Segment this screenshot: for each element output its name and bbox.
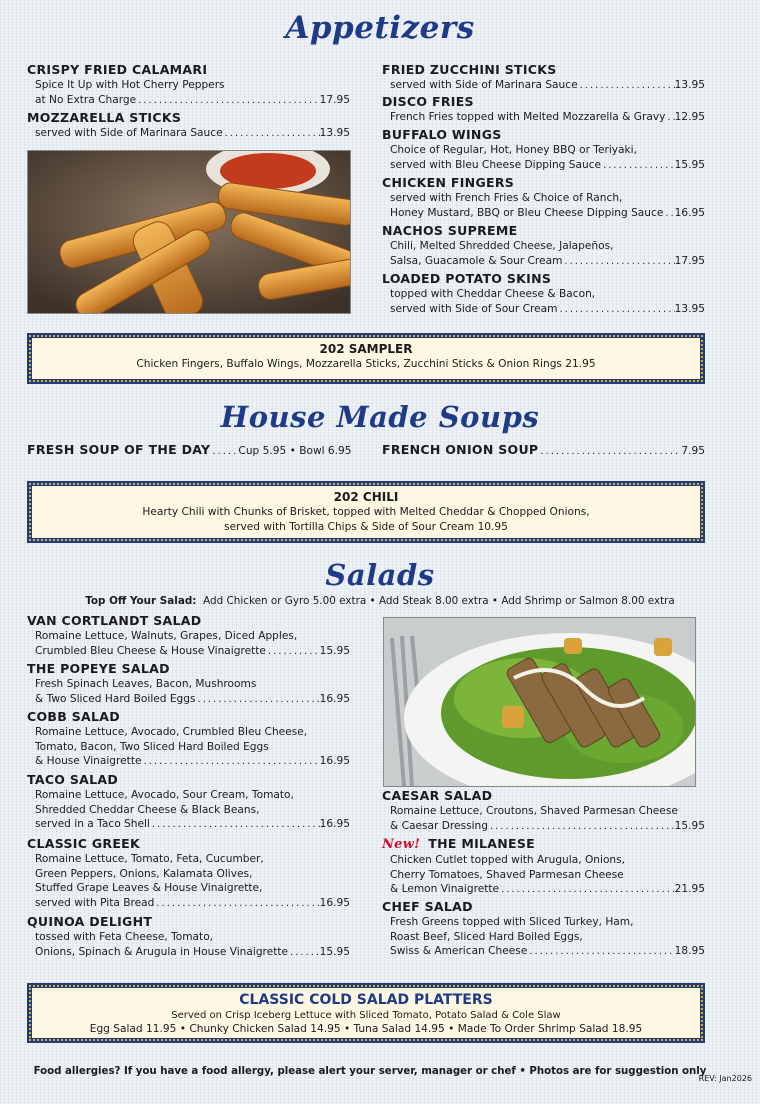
item-desc-price: Crumbled Bleu Cheese & House Vinaigrette ..... 15.95 [27,644,350,660]
item-desc: served with French Fries & Choice of Ranch, [390,192,623,204]
menu-item-nachos [382,223,705,269]
item-desc: Fresh Greens topped with Sliced Turkey, Ham, [390,916,634,928]
item-desc: Romaine Lettuce, Avocado, Sour Cream, Tomato, [35,789,294,801]
item-desc: tossed with Feta Cheese, Tomato, [35,931,214,943]
item-desc-price: & Caesar Dressing ..... 15.95 [382,819,705,835]
item-name: MOZZARELLA STICKS [27,110,182,125]
item-desc-price: served in a Taco Shell ..... 16.95 [27,817,350,833]
item-prices: Cup 5.95 • Bowl 6.95 [238,445,352,457]
item-name: FRESH SOUP OF THE DAY [27,442,211,457]
item-name: DISCO FRIES [382,94,474,109]
item-desc: Choice of Regular, Hot, Honey BBQ or Teriyaki, [390,144,637,156]
sampler-text: Chicken Fingers, Buffalo Wings, Mozzarella Sticks, Zucchini Sticks & Onion Rings 21.95 [136,358,596,370]
item-desc-price: served with Side of Marinara Sauce ..... 13.95 [27,126,350,142]
item-name: VAN CORTLANDT SALAD [27,613,202,628]
chili-line2: served with Tortilla Chips & Side of Sour Cream 10.95 [224,520,508,533]
menu-item-soup-of-day [27,442,350,459]
menu-item-zucchini [382,62,705,94]
allergy-notice: Food allergies? If you have a food allergy, please alert your server, manager or chef • Photos are for suggestion only [33,1066,707,1077]
item-name: BUFFALO WINGS [382,127,502,142]
item-desc-price: served with Bleu Cheese Dipping Sauce ..... 15.95 [382,158,705,174]
sampler-title: 202 SAMPLER [319,342,413,356]
item-name: COBB SALAD [27,709,120,724]
item-name: THE MILANESE [428,836,536,851]
chili-title: 202 CHILI [333,490,399,504]
item-desc: Chili, Melted Shredded Cheese, Jalapeños, [390,240,614,252]
item-name: THE POPEYE SALAD [27,661,170,676]
platters-line1: Served on Crisp Iceberg Lettuce with Sliced Tomato, Potato Salad & Cole Slaw [171,1010,561,1021]
item-desc: Fresh Spinach Leaves, Bacon, Mushrooms [35,678,257,690]
platters-line2: Egg Salad 11.95 • Chunky Chicken Salad 14.95 • Tuna Salad 14.95 • Made To Order Shrimp Salad 18.95 [89,1023,643,1035]
soups-heading: House Made Soups [220,400,540,434]
platters-title: CLASSIC COLD SALAD PLATTERS [239,992,493,1008]
item-desc-price: served with Pita Bread ..... 16.95 [27,896,350,912]
topoff-text: Add Chicken or Gyro 5.00 extra • Add Steak 8.00 extra • Add Shrimp or Salmon 8.00 extra [203,595,675,607]
menu-item-cobb [27,709,350,770]
item-desc-price: served with Side of Marinara Sauce ..... 13.95 [382,78,705,94]
item-desc-price: Onions, Spinach & Arugula in House Vinaigrette ..... 15.95 [27,945,350,961]
item-name: CLASSIC GREEK [27,836,140,851]
item-desc-price: served with Side of Sour Cream ..... 13.95 [382,302,705,318]
mozzarella-sticks-photo [27,150,351,314]
item-desc: Romaine Lettuce, Croutons, Shaved Parmesan Cheese [390,805,678,817]
item-name: TACO SALAD [27,772,119,787]
item-desc: Romaine Lettuce, Avocado, Crumbled Bleu Cheese, [35,726,308,738]
menu-item-chef [382,899,705,960]
item-name: NACHOS SUPREME [382,223,518,238]
item-name: FRIED ZUCCHINI STICKS [382,62,557,77]
chili-box [27,481,705,543]
item-desc: topped with Cheddar Cheese & Bacon, [390,288,596,300]
menu-item-calamari [27,62,350,108]
item-price: 7.95 [681,445,705,457]
item-desc-price: Honey Mustard, BBQ or Bleu Cheese Dipping Sauce ..... 16.95 [382,206,705,222]
item-name: CRISPY FRIED CALAMARI [27,62,208,77]
menu-item-potato-skins [382,271,705,317]
topoff-line [0,595,760,607]
menu-item-taco [27,772,350,833]
topoff-label: Top Off Your Salad: [85,595,197,607]
item-desc: Chicken Cutlet topped with Arugula, Onions, [390,854,626,866]
chili-line1: Hearty Chili with Chunks of Brisket, topped with Melted Cheddar & Chopped Onions, [142,506,590,518]
menu-item-buffalo-wings [382,127,705,173]
item-name: LOADED POTATO SKINS [382,271,552,286]
menu-item-quinoa [27,914,350,960]
new-badge: New! [382,837,421,852]
item-name: CHEF SALAD [382,899,473,914]
item-desc-price: at No Extra Charge ..... 17.95 [27,93,350,109]
item-desc-price: Salsa, Guacamole & Sour Cream ..... 17.95 [382,254,705,270]
item-desc: Romaine Lettuce, Walnuts, Grapes, Diced Apples, [35,630,298,642]
menu-item-van-cortlandt [27,613,350,659]
item-desc: Roast Beef, Sliced Hard Boiled Eggs, [390,930,583,943]
menu-item-french-onion [382,442,705,459]
item-desc-price: & Two Sliced Hard Boiled Eggs ..... 16.95 [27,692,350,708]
salads-heading: Salads [325,558,435,592]
sampler-box [27,333,705,384]
item-name: QUINOA DELIGHT [27,914,153,929]
menu-item-mozzarella [27,110,350,142]
item-name: CAESAR SALAD [382,788,493,803]
menu-item-popeye [27,661,350,707]
item-desc: Stuffed Grape Leaves & House Vinaigrette, [35,882,263,894]
item-desc-price: Swiss & American Cheese ..... 18.95 [382,944,705,960]
item-name: FRENCH ONION SOUP [382,442,539,457]
item-desc: Cherry Tomatoes, Shaved Parmesan Cheese [390,868,624,881]
item-desc-price: & Lemon Vinaigrette ..... 21.95 [382,882,705,898]
item-desc: Shredded Cheddar Cheese & Black Beans, [35,803,260,816]
appetizers-heading: Appetizers [285,10,475,46]
item-desc: Tomato, Bacon, Two Sliced Hard Boiled Eggs [35,740,269,753]
menu-item-disco-fries [382,94,705,126]
item-desc: Spice It Up with Hot Cherry Peppers [35,79,225,91]
item-name: CHICKEN FINGERS [382,175,515,190]
revision-label: REV: Jan2026 [698,1074,752,1083]
item-desc-price: French Fries topped with Melted Mozzarella & Gravy ..... 12.95 [382,110,705,126]
caesar-salad-photo [383,617,696,787]
menu-item-caesar [382,788,705,834]
item-desc: Romaine Lettuce, Tomato, Feta, Cucumber, [35,853,264,865]
menu-item-milanese [382,836,705,898]
item-desc: Green Peppers, Onions, Kalamata Olives, [35,867,253,880]
item-desc-price: & House Vinaigrette ..... 16.95 [27,754,350,770]
item-name-row [382,836,705,853]
menu-item-chicken-fingers [382,175,705,221]
platters-box [27,983,705,1043]
menu-item-classic-greek [27,836,350,911]
